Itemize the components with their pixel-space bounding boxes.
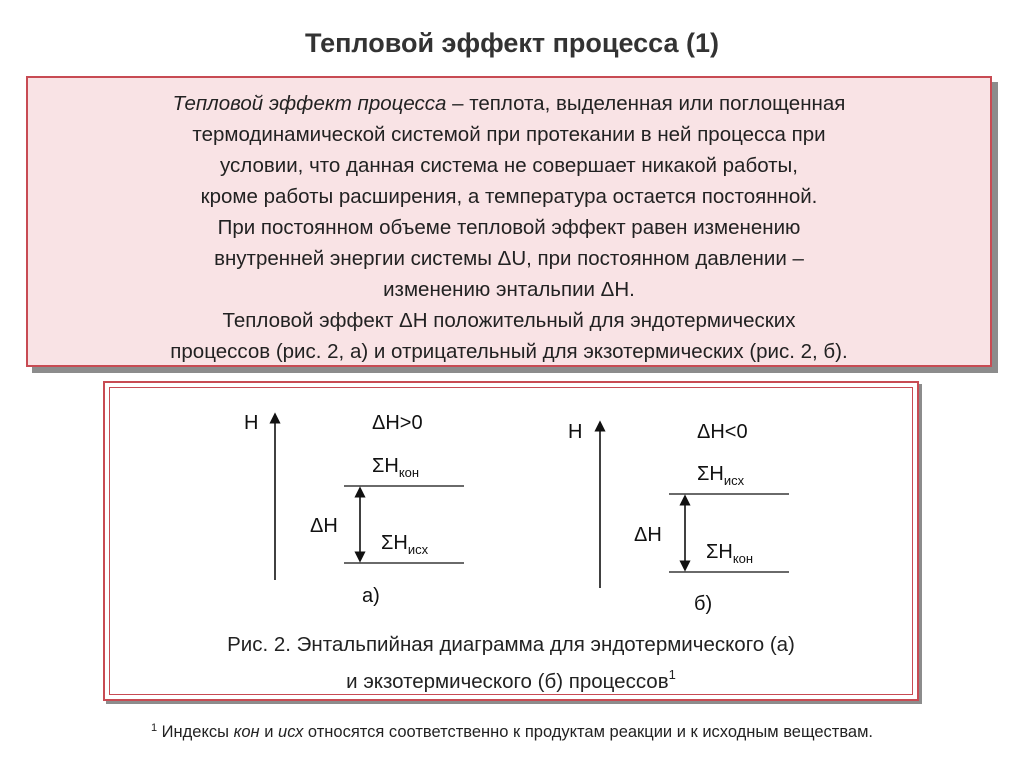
caption-line-2	[103, 660, 919, 697]
caption-line-2-text: и экзотермического (б) процессов	[346, 670, 669, 693]
figure-caption	[103, 630, 919, 697]
footnote-text-start: Индексы	[157, 723, 234, 741]
slide-title: Тепловой эффект процесса (1)	[304, 28, 720, 58]
caption-footnote-mark: 1	[668, 667, 676, 682]
left-panel-label: а)	[362, 585, 380, 607]
left-lower-level-label	[381, 533, 428, 556]
right-lower-subscript: кон	[732, 551, 754, 566]
definition-line-6: внутренней энергии системы ΔU, при постоянном давлении –	[214, 247, 804, 270]
definition-line-2: термодинамической системой при протекании в ней процесса при	[192, 123, 826, 146]
footnote-text-mid: и	[259, 723, 279, 741]
footnote-text-end: относятся соответственно к продуктам реакции и к исходным веществам.	[303, 723, 874, 741]
caption-line-1: Рис. 2. Энтальпийная диаграмма для эндотермического (а)	[227, 633, 795, 656]
left-condition: ΔH>0	[372, 412, 423, 434]
definition-line-8: Тепловой эффект ΔH положительный для эндотермических	[222, 309, 796, 332]
definition-line-9: процессов (рис. 2, а) и отрицательный для экзотермических (рис. 2, б).	[170, 340, 848, 363]
definition-term: Тепловой эффект процесса	[172, 92, 447, 115]
footnote-term-kon: кон	[233, 723, 260, 741]
definition-line-7: изменению энтальпии ΔH.	[383, 278, 635, 301]
right-axis-label: H	[568, 421, 583, 443]
left-upper-symbol: ΣH	[372, 455, 399, 477]
footnote-term-isx: исх	[278, 723, 304, 741]
left-upper-subscript: кон	[398, 465, 420, 480]
right-upper-subscript: исх	[723, 473, 745, 488]
definition-line-4: кроме работы расширения, а температура остается постоянной.	[200, 185, 818, 208]
right-condition: ΔH<0	[697, 421, 748, 443]
footnote-mark: 1	[150, 722, 158, 734]
right-upper-symbol: ΣH	[697, 463, 724, 485]
left-delta-label: ΔH	[310, 515, 338, 537]
definition-line-3: условии, что данная система не совершает никакой работы,	[220, 154, 798, 177]
left-axis-label: H	[244, 412, 259, 434]
definition-line-5: При постоянном объеме тепловой эффект равен изменению	[217, 216, 801, 239]
left-lower-subscript: исх	[407, 542, 429, 557]
definition-text: – теплота, выделенная или поглощенная	[446, 92, 846, 115]
right-panel-label: б)	[694, 593, 713, 615]
footnote	[0, 722, 1024, 742]
left-upper-level-label	[372, 456, 419, 479]
left-lower-symbol: ΣH	[381, 532, 408, 554]
right-lower-level-label	[706, 542, 753, 565]
right-delta-label: ΔH	[634, 524, 662, 546]
right-lower-symbol: ΣH	[706, 541, 733, 563]
right-upper-level-label	[697, 464, 744, 487]
